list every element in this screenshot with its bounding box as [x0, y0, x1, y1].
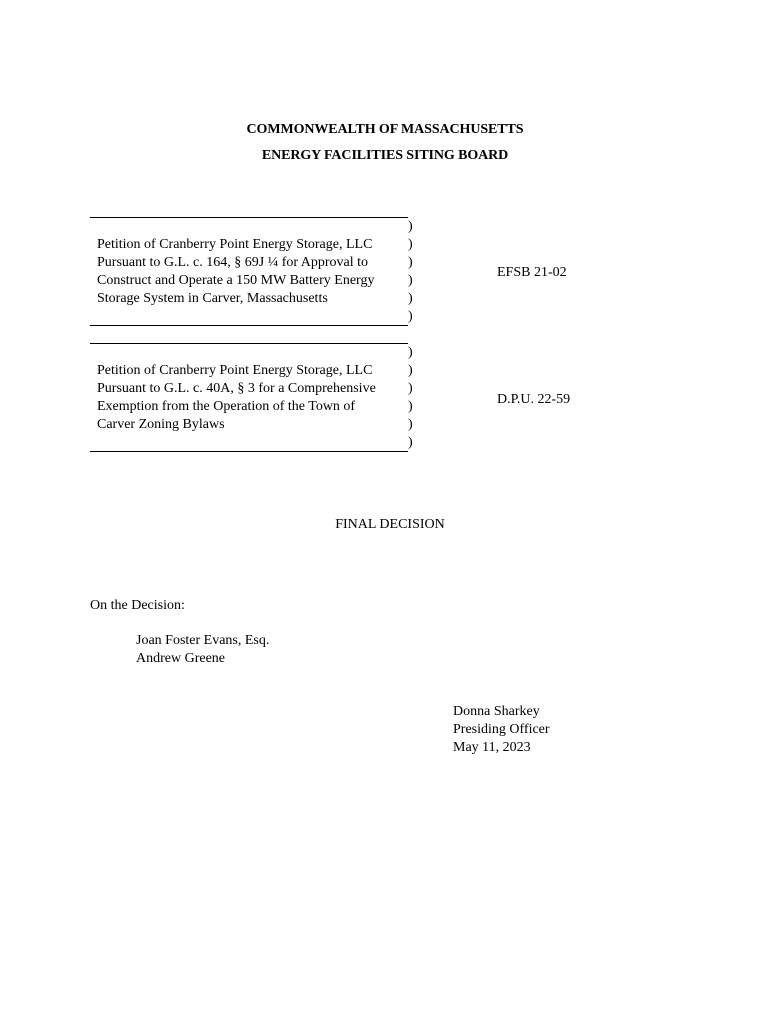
caption-line: Carver Zoning Bylaws	[97, 417, 225, 432]
decision-name: Joan Foster Evans, Esq.	[136, 633, 270, 648]
caption-text	[97, 362, 407, 434]
document-title: FINAL DECISION	[335, 517, 445, 532]
decision-date: May 11, 2023	[453, 740, 531, 755]
signatory-name: Donna Sharkey	[453, 704, 540, 719]
paren: )	[408, 417, 413, 432]
caption-line: Pursuant to G.L. c. 164, § 69J ¼ for Approval to	[97, 255, 369, 270]
caption-line: Exemption from the Operation of the Town of	[97, 399, 356, 414]
caption-text	[97, 236, 407, 308]
paren-column	[408, 218, 420, 326]
caption-bottom-rule	[90, 325, 408, 326]
paren: )	[408, 381, 413, 396]
on-decision-label: On the Decision:	[90, 598, 185, 613]
caption-line: Petition of Cranberry Point Energy Storage, LLC	[97, 237, 373, 252]
paren: )	[408, 273, 413, 288]
decision-name: Andrew Greene	[136, 651, 226, 666]
paren-column	[408, 344, 420, 452]
caption-line: Pursuant to G.L. c. 40A, § 3 for a Comprehensive	[97, 381, 376, 396]
signatory-role: Presiding Officer	[453, 722, 550, 737]
caption-top-rule	[90, 343, 408, 344]
paren: )	[408, 435, 413, 450]
paren: )	[408, 309, 413, 324]
docket-number: EFSB 21-02	[497, 265, 567, 280]
paren: )	[408, 219, 413, 234]
header-commonwealth: COMMONWEALTH OF MASSACHUSETTS	[246, 122, 524, 137]
caption-line: Petition of Cranberry Point Energy Storage, LLC	[97, 363, 373, 378]
paren: )	[408, 291, 413, 306]
caption-dpu	[90, 334, 420, 456]
caption-line: Construct and Operate a 150 MW Battery Energy	[97, 273, 375, 288]
paren: )	[408, 363, 413, 378]
paren: )	[408, 399, 413, 414]
paren: )	[408, 345, 413, 360]
docket-number: D.P.U. 22-59	[497, 392, 571, 407]
caption-top-rule	[90, 217, 408, 218]
header-siting-board: ENERGY FACILITIES SITING BOARD	[261, 148, 509, 163]
paren: )	[408, 255, 413, 270]
caption-bottom-rule	[90, 451, 408, 452]
caption-efsb	[90, 208, 420, 328]
paren: )	[408, 237, 413, 252]
caption-line: Storage System in Carver, Massachusetts	[97, 291, 328, 306]
